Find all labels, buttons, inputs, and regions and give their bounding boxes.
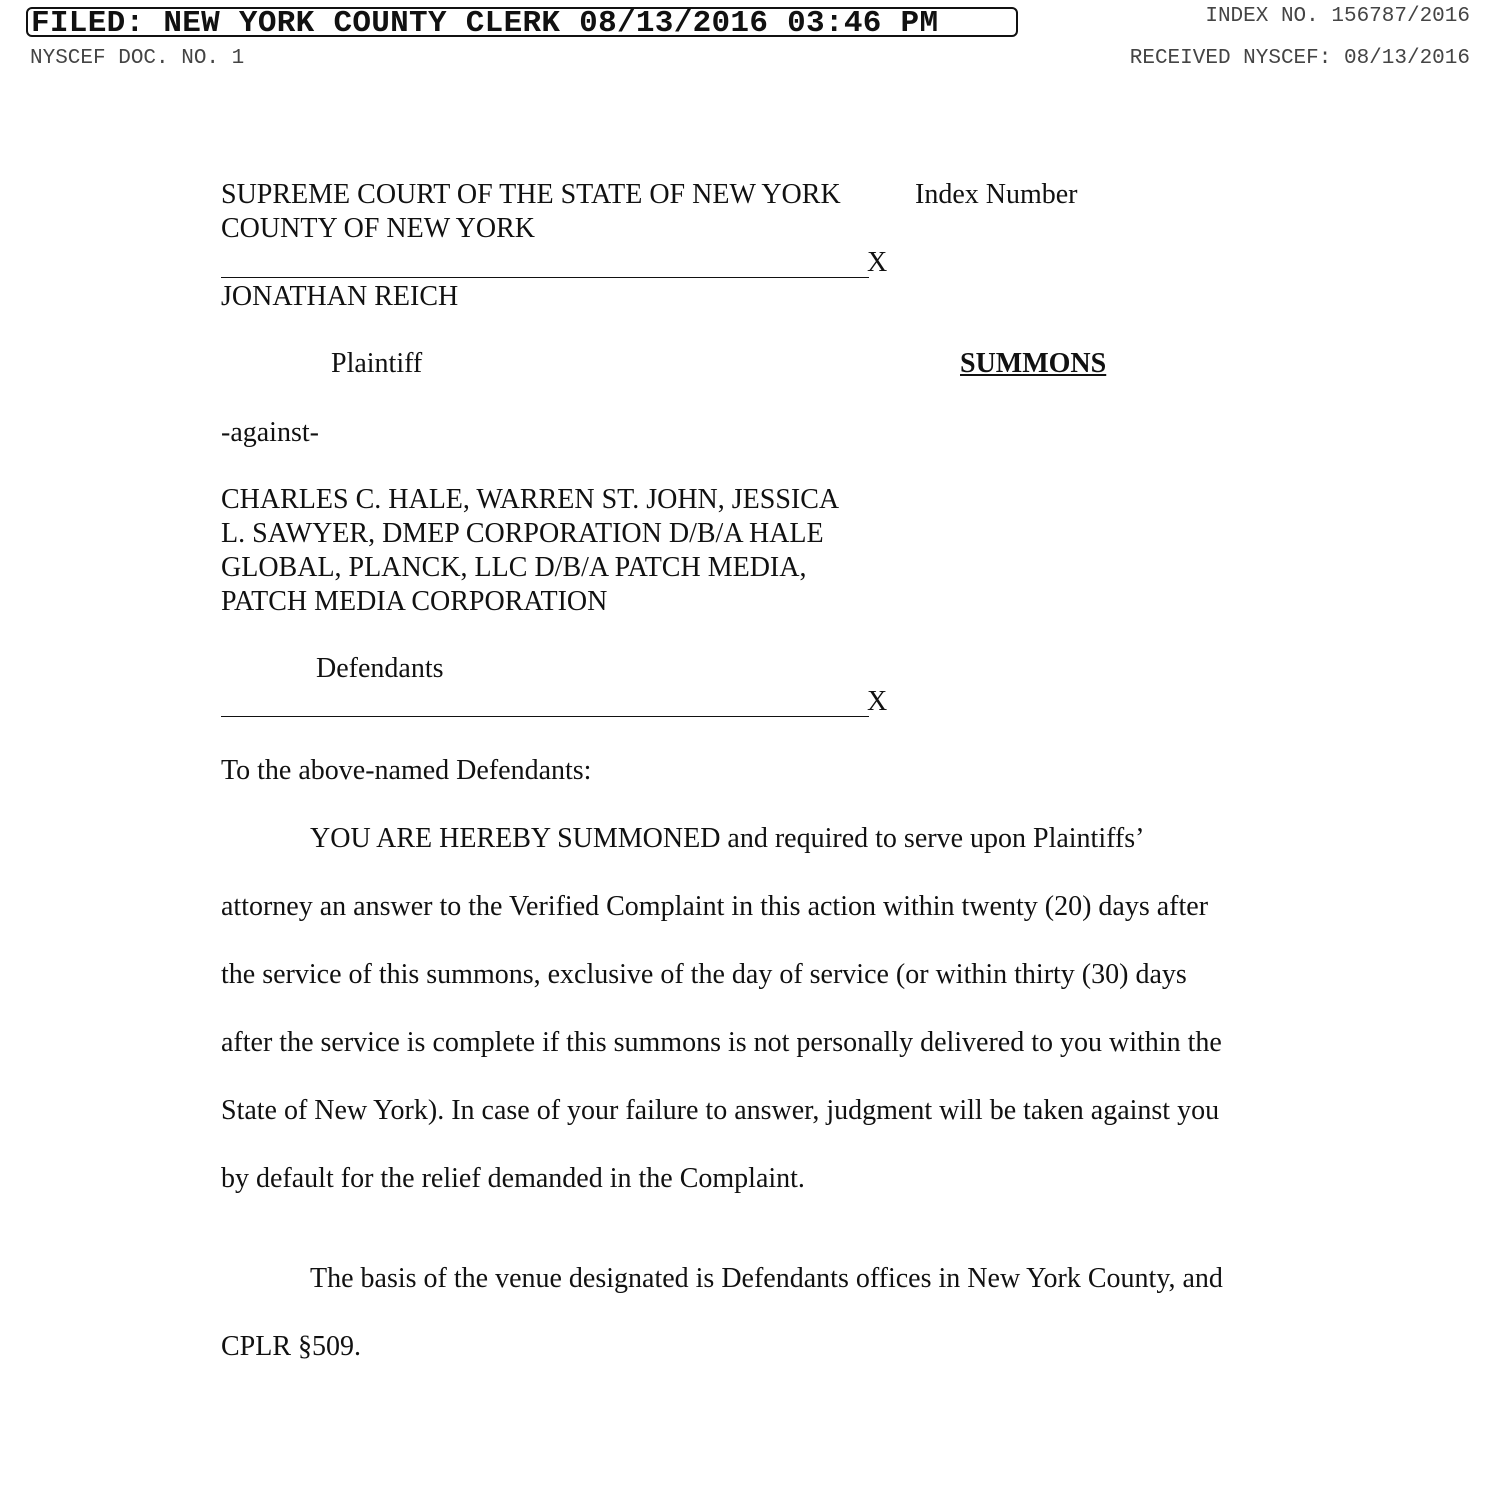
paragraph-line: attorney an answer to the Verified Complaint in this action within twenty (20) days after xyxy=(221,891,1209,922)
defendants-line: L. SAWYER, DMEP CORPORATION D/B/A HALE xyxy=(221,518,824,549)
versus-label: -against- xyxy=(221,417,319,448)
defendants-line: CHARLES C. HALE, WARREN ST. JOHN, JESSICA xyxy=(221,484,840,515)
index-number-header: INDEX NO. 156787/2016 xyxy=(1205,5,1470,28)
paragraph-line: YOU ARE HEREBY SUMMONED and required to serve upon Plaintiffs’ xyxy=(310,823,1145,854)
nyscef-doc-number: NYSCEF DOC. NO. 1 xyxy=(30,47,245,70)
defendants-line: PATCH MEDIA CORPORATION xyxy=(221,586,608,617)
court-county: COUNTY OF NEW YORK xyxy=(221,213,535,244)
filed-stamp: FILED: NEW YORK COUNTY CLERK 08/13/2016 03:46 PM xyxy=(26,7,1018,37)
defendants-list xyxy=(221,483,901,619)
caption-rule-bottom xyxy=(221,716,869,717)
summons-paragraph xyxy=(221,822,1281,1230)
index-number-label: Index Number xyxy=(915,179,1078,210)
caption-x-mark-top: X xyxy=(867,247,888,278)
court-name: SUPREME COURT OF THE STATE OF NEW YORK xyxy=(221,179,841,210)
defendants-role: Defendants xyxy=(316,653,444,684)
plaintiff-name: JONATHAN REICH xyxy=(221,281,459,312)
document-title: SUMMONS xyxy=(960,348,1107,379)
defendants-line: GLOBAL, PLANCK, LLC D/B/A PATCH MEDIA, xyxy=(221,552,807,583)
received-date: RECEIVED NYSCEF: 08/13/2016 xyxy=(1129,47,1470,70)
paragraph-line: the service of this summons, exclusive of the day of service (or within thirty (30) days xyxy=(221,959,1187,990)
salutation: To the above-named Defendants: xyxy=(221,755,592,786)
caption-rule-top xyxy=(221,277,869,278)
paragraph-line: State of New York). In case of your failure to answer, judgment will be taken against you xyxy=(221,1095,1220,1126)
venue-paragraph xyxy=(221,1262,1281,1398)
paragraph-line: The basis of the venue designated is Defendants offices in New York County, and xyxy=(310,1263,1223,1294)
paragraph-line: CPLR §509. xyxy=(221,1331,362,1362)
paragraph-line: by default for the relief demanded in the Complaint. xyxy=(221,1163,805,1194)
caption-x-mark-bottom: X xyxy=(867,686,888,717)
paragraph-line: after the service is complete if this summons is not personally delivered to you within the xyxy=(221,1027,1222,1058)
plaintiff-role: Plaintiff xyxy=(331,348,423,379)
